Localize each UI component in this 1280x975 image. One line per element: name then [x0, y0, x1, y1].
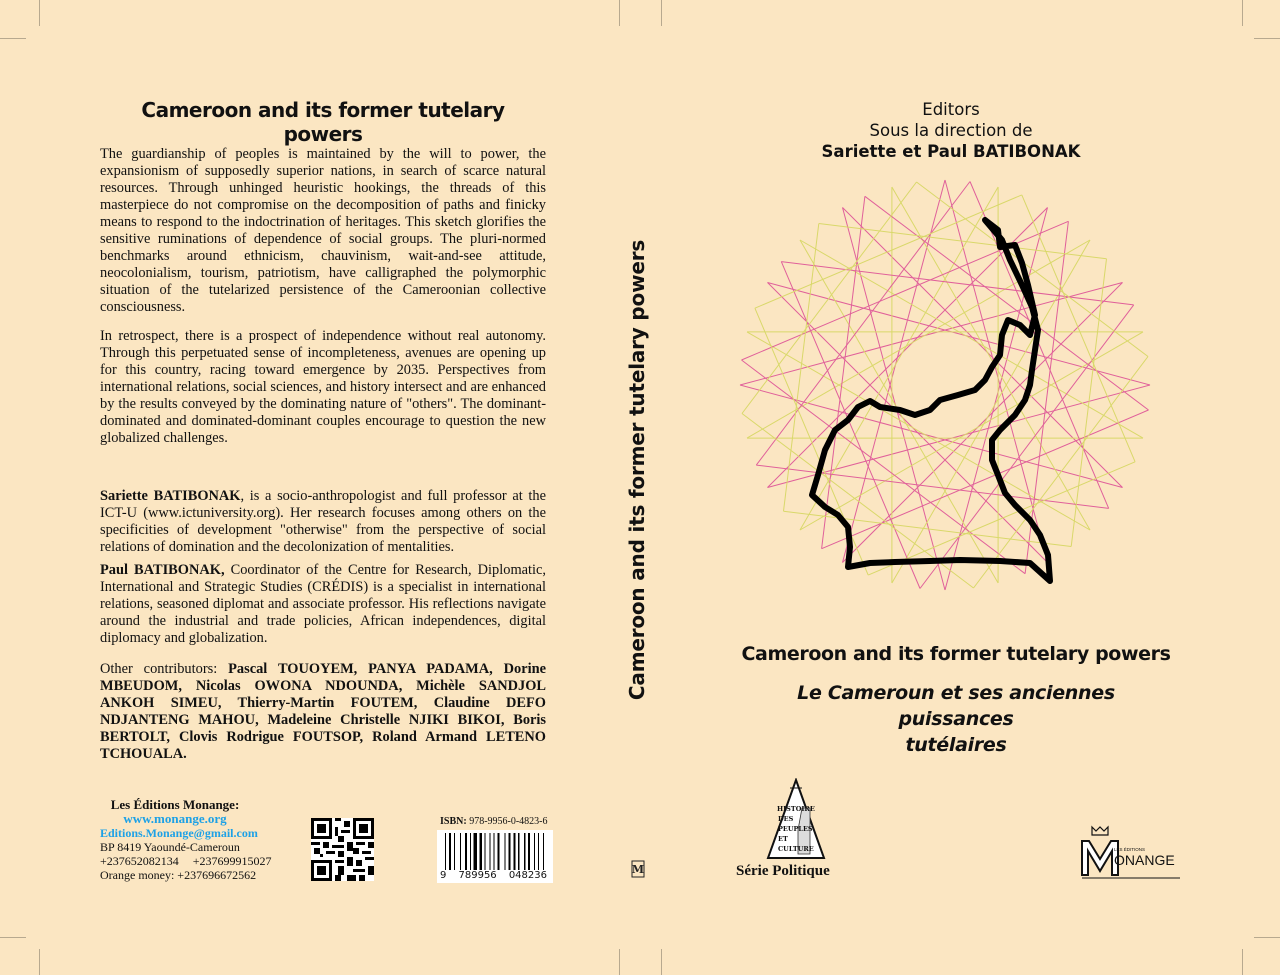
isbn-prefix: ISBN: [440, 816, 467, 827]
publisher-phones [100, 854, 270, 868]
back-cover-title: Cameroon and its former tutelary powers [141, 98, 505, 146]
front-cover-subtitle [740, 680, 1172, 758]
barcode-bar [524, 833, 525, 871]
front-cover-title: Cameroon and its former tutelary powers [741, 643, 1171, 665]
series-logo-line: HISTOIRE [777, 805, 815, 813]
barcode-bar [513, 833, 515, 871]
publisher-name: Les Éditions Monange: [110, 797, 240, 812]
crop-mark [1242, 949, 1243, 975]
editors-names: Sariette et Paul BATIBONAK [821, 142, 1081, 161]
barcode-bar [543, 833, 544, 871]
editors-label: Editors [922, 100, 980, 119]
star-line [920, 305, 1134, 589]
series-logo-line: ET [778, 835, 788, 843]
other-contributors [100, 661, 546, 763]
publisher-info [100, 798, 270, 882]
orange-money: Orange money: +237696672562 [100, 868, 257, 882]
back-paragraph-1: The guardianship of peoples is maintained by the will to power, the expansionism of supposedly superior nations, in search of scarce natural resources. Through unhinged heuristic hookings, the threads of this masterpiece do not compromise on the decomposition of paths and finicky means to respond to the indoctrination of heritages. This sketch glorifies the sensitive ruminations of dependence of social groups. The pluri-normed benchmarks around ethnicism, chauvinism, wait-and-see attitude, neocolonialism, tourism, patriotism, have calligraphed the polymorphic situation of the tutelarized persistence of the Cameroonian collective consciousness. [100, 146, 546, 315]
crop-mark [619, 949, 620, 975]
isbn-number: 978-9956-0-4823-6 [469, 816, 548, 827]
crop-mark [39, 0, 40, 26]
author-name: Paul BATIBONAK, [100, 562, 225, 578]
publisher-address: BP 8419 Yaoundé-Cameroun [100, 840, 240, 854]
star-line [865, 196, 1149, 410]
barcode-bar [538, 833, 539, 871]
crop-mark [1254, 937, 1280, 938]
crop-mark [39, 949, 40, 975]
barcode-bar [454, 833, 455, 871]
isbn-label [440, 816, 548, 827]
series-logo-line: DES [778, 815, 794, 823]
crop-mark [1254, 38, 1280, 39]
phone-2: +237699915027 [192, 854, 272, 868]
qr-code-icon [311, 818, 374, 881]
star-line [784, 224, 819, 512]
barcode-bar [485, 833, 486, 871]
author-bio-text: Coordinator of the Centre for Research, Diplomatic, International and Strategic Studies (CRÉDIS) is a specialist in international relations, seasoned diplomat and associate professor. His reflections navigate around the industrial and trade policies, African independences, digital diplomacy and globalization. [100, 562, 547, 646]
star-line [1071, 259, 1106, 547]
author-bio-text: , is a socio-anthropologist and full professor at the ICT-U (www.ictuniversity.org). Her research focuses among others on the specificities of development "otherwise" from the perspective of social relations of domination and the decolonization of mentalities. [100, 488, 546, 555]
crop-mark [1242, 0, 1243, 26]
barcode-bar [490, 833, 491, 871]
crop-mark [0, 38, 26, 39]
barcode-bar [493, 833, 494, 871]
barcode-bar [465, 833, 467, 871]
series-name: Série Politique [736, 863, 830, 879]
barcode-digit-lead: 9 [440, 870, 447, 881]
direction-label: Sous la direction de [869, 121, 1033, 140]
series-logo-line: PEUPLES [778, 825, 813, 833]
editors-block [800, 99, 1102, 162]
contributors-names: Pascal TOUOYEM, PANYA PADAMA, Dorine MBEUDOM, Nicolas OWONA NDOUNDA, Michèle SANDJOL ANKOH SIMEU, Thierry-Martin FOUTEM, Claudine DEFO NDJANTENG MAHOU, Madeleine Christelle NJIKI BIKOI, Boris BERTOLT, Clovis Rodrigue FOUTSOP, Roland Armand LETENO TCHOUALA. [100, 661, 546, 762]
barcode-bar [480, 833, 482, 871]
series-logo-line: CULTURE [778, 845, 814, 853]
subtitle-line-1: Le Cameroun et ses anciennes puissances [797, 682, 1115, 730]
barcode-digit-group-2: 048236 [508, 870, 547, 881]
crop-mark [0, 937, 26, 938]
star-line [742, 360, 1026, 574]
barcode-bar [470, 833, 471, 871]
barcode-bar [518, 833, 519, 871]
crop-mark [661, 0, 662, 26]
crop-mark [619, 0, 620, 26]
author-bio-sariette [100, 488, 546, 556]
star-line [819, 224, 1107, 259]
barcode-bar [534, 833, 535, 871]
monange-logo-small-text: LES ÉDITIONS [1114, 847, 1146, 852]
cameroon-map-illustration [730, 175, 1160, 605]
author-bio-paul [100, 562, 546, 647]
phone-1: +237652082134 [100, 854, 179, 868]
publisher-email: Editions.Monange@gmail.com [100, 826, 258, 840]
author-name: Sariette BATIBONAK [100, 488, 241, 504]
barcode-bar [460, 833, 461, 871]
barcode-bar [497, 833, 499, 871]
barcode-bar [528, 833, 530, 871]
star-line [742, 182, 917, 414]
crop-mark [661, 949, 662, 975]
monange-spine-logo-icon [631, 860, 645, 878]
subtitle-line-2: tutélaires [905, 734, 1007, 756]
monange-logo-word: ONANGE [1114, 852, 1175, 868]
barcode-digit-group-1: 789956 [458, 870, 497, 881]
barcode-bar [474, 833, 477, 871]
back-paragraph-2: In retrospect, there is a prospect of independence without real autonomy. Through this perpetuated sense of incompleteness, avenues are opening up for this country, racing toward emergence by 2035. Perspectives from international relations, social sciences, and history intersect and are enhanced by the results conveyed by the dominating nature of "others". The dominant-dominated and dominated-dominant couples encourage to question the new globalized challenges. [100, 328, 546, 446]
series-logo-text [777, 804, 815, 854]
spine-title: Cameroon and its former tutelary powers [625, 239, 649, 701]
contributors-label: Other contributors: [100, 661, 229, 677]
geometric-star-lines [740, 180, 1150, 590]
cameroon-map-outline [812, 220, 1050, 581]
barcode-digits [437, 870, 553, 881]
barcode-bar [508, 833, 510, 871]
publisher-website: www.monange.org [123, 811, 227, 826]
spine-logo-letter: M [631, 863, 645, 876]
star-line [756, 182, 970, 466]
